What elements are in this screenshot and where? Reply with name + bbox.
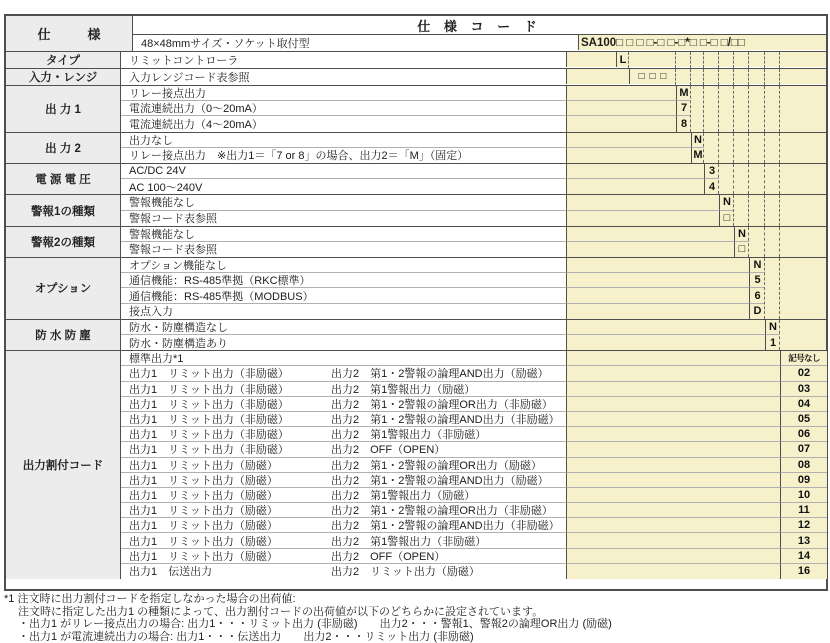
code-leading-cell (567, 195, 719, 210)
code-leading-cell (567, 549, 780, 564)
code-trailing-cell (691, 116, 826, 131)
code-cell: □ (734, 242, 749, 257)
spec-row (121, 564, 826, 579)
description-cell (121, 473, 567, 488)
spec-group (6, 194, 826, 225)
code-leading-cell (567, 335, 765, 350)
dashed-column-line (733, 164, 734, 194)
category-cell: 出力割付コード (6, 351, 121, 579)
spec-row (121, 366, 826, 381)
description-cell: 電流連続出力（4～20mA） (121, 116, 567, 131)
dashed-column-line (703, 86, 704, 132)
dashed-column-line (779, 320, 780, 350)
spec-row (121, 227, 826, 242)
dashed-column-line (748, 195, 749, 225)
dashed-column-line (779, 52, 780, 68)
spec-row (121, 458, 826, 473)
description-cell (121, 366, 567, 381)
code-leading-cell (567, 211, 719, 226)
description-cell (121, 427, 567, 442)
spec-row (121, 148, 826, 163)
description-cell: AC 100～240V (121, 179, 567, 194)
code-trailing-cell (719, 179, 826, 194)
description-cell (121, 488, 567, 503)
code-leading-cell (567, 179, 704, 194)
category-cell: 防 水 防 塵 (6, 320, 121, 350)
dashed-column-line (748, 133, 749, 163)
spec-row (121, 397, 826, 412)
output1-description: 出力1 伝送出力 (129, 566, 213, 579)
code-leading-cell (567, 86, 676, 101)
dashed-column-line (764, 52, 765, 68)
description-cell: リレー接点出力 (121, 86, 567, 101)
spec-row (121, 101, 826, 116)
spec-group (6, 257, 826, 319)
spec-row (121, 412, 826, 427)
dashed-column-line (764, 164, 765, 194)
code-cell: N (719, 195, 734, 210)
description-cell (121, 458, 567, 473)
spec-row (121, 503, 826, 518)
dashed-column-line (675, 52, 676, 68)
spec-row (121, 382, 826, 397)
code-leading-cell (567, 366, 780, 381)
footnote-line: ・出力1 が電流連続出力の場合: 出力1・・・伝送出力 出力2・・・リミット出力 (非励磁) (18, 630, 474, 643)
code-trailing-cell (704, 133, 826, 148)
code-leading-cell (567, 148, 691, 163)
footnote-line: *1 注文時に出力割付コードを指定しなかった場合の出荷値: (4, 593, 296, 605)
code-trailing-cell (629, 52, 826, 67)
code-trailing-cell (749, 242, 826, 257)
code-cell: 07 (780, 442, 827, 457)
description-cell: 警報コード表参照 (121, 242, 567, 257)
code-cell: 02 (780, 366, 827, 381)
output1-description: 出力1 リミット出力（非励磁） (129, 429, 289, 442)
dashed-column-line (718, 52, 719, 68)
dashed-column-line (733, 195, 734, 225)
code-trailing-cell (691, 86, 826, 101)
output2-description: 出力2 リミット出力（励磁） (331, 566, 480, 579)
description-cell (121, 442, 567, 457)
dashed-column-line (764, 195, 765, 225)
dashed-column-line (733, 86, 734, 132)
spec-row (121, 179, 826, 194)
code-leading-cell (567, 101, 676, 116)
code-cell: L (616, 52, 629, 67)
group-rows (121, 52, 826, 68)
output1-description: 出力1 リミット出力（非励磁） (129, 398, 289, 411)
code-cell: N (749, 258, 765, 273)
dashed-column-line (690, 69, 691, 85)
output2-description: 出力2 第1・2警報の論理AND出力（励磁） (331, 368, 549, 381)
spec-row (121, 288, 826, 303)
group-rows (121, 195, 826, 225)
code-cell: 記号なし (780, 351, 827, 366)
code-trailing-cell (765, 288, 826, 303)
footnote-block (4, 593, 612, 643)
code-cell: 6 (749, 288, 765, 303)
category-cell: 電 源 電 圧 (6, 164, 121, 194)
footnote-line: ・出力1 がリレー接点出力の場合: 出力1・・・リミット出力 (非励磁) 出力2・・・警報1、警報2の論理OR出力 (励磁) (18, 618, 612, 631)
category-cell: オプション (6, 258, 121, 319)
code-leading-cell (567, 503, 780, 518)
code-trailing-cell (691, 101, 826, 116)
spec-row (121, 518, 826, 533)
output1-description: 出力1 リミット出力（非励磁） (129, 444, 289, 457)
code-leading-cell (567, 227, 734, 242)
dashed-column-line (764, 258, 765, 319)
output2-description: 出力2 OFF（OPEN） (331, 550, 446, 563)
dashed-column-line (718, 133, 719, 163)
dashed-column-line (764, 69, 765, 85)
description-cell: オプション機能なし (121, 258, 567, 273)
code-cell: 5 (749, 273, 765, 288)
output2-description: 出力2 第1警報出力（励磁） (331, 383, 476, 396)
description-cell: 出力なし (121, 133, 567, 148)
spec-row (121, 69, 826, 84)
code-cell: M (676, 86, 691, 101)
spec-row (121, 549, 826, 564)
spec-row (121, 211, 826, 226)
spec-row (121, 320, 826, 335)
code-cell: 11 (780, 503, 827, 518)
code-leading-cell (567, 116, 676, 131)
category-cell: タイプ (6, 52, 121, 68)
code-cell: 14 (780, 549, 827, 564)
group-rows (121, 86, 826, 132)
output1-description: 出力1 リミット出力（非励磁） (129, 368, 289, 381)
description-cell: 警報コード表参照 (121, 211, 567, 226)
code-trailing-cell (749, 227, 826, 242)
code-leading-cell (567, 533, 780, 548)
output1-description: 出力1 リミット出力（励磁） (129, 459, 278, 472)
code-leading-cell (567, 273, 749, 288)
description-cell: 入力レンジコード表参照 (121, 69, 567, 84)
spec-row (121, 133, 826, 148)
output1-description: 出力1 リミット出力（励磁） (129, 520, 278, 533)
dashed-column-line (718, 69, 719, 85)
spec-group (6, 132, 826, 163)
code-cell: 12 (780, 518, 827, 533)
group-rows (121, 164, 826, 194)
spec-row (121, 52, 826, 67)
code-cell: D (749, 304, 765, 319)
dashed-column-line (733, 69, 734, 85)
spec-code-table (4, 14, 828, 591)
description-cell: 警報機能なし (121, 227, 567, 242)
description-cell: AC/DC 24V (121, 164, 567, 179)
dashed-column-line (690, 86, 691, 132)
description-cell (121, 397, 567, 412)
spec-row (121, 427, 826, 442)
spec-header-label: 仕 様 (6, 16, 133, 51)
output1-description: 出力1 リミット出力（励磁） (129, 489, 278, 502)
spec-row (121, 273, 826, 288)
code-cell: 13 (780, 533, 827, 548)
output2-description: 出力2 第1警報出力（非励磁） (331, 429, 487, 442)
description-cell (121, 382, 567, 397)
category-cell: 出 力 2 (6, 133, 121, 163)
description-cell (121, 503, 567, 518)
dashed-column-line (779, 69, 780, 85)
description-cell: リレー接点出力 ※出力1＝「7 or 8」の場合、出力2＝「M」（固定） (121, 148, 567, 163)
code-cell: N (765, 320, 780, 335)
dashed-column-line (718, 86, 719, 132)
code-leading-cell (567, 442, 780, 457)
description-cell (121, 518, 567, 533)
dashed-column-line (718, 164, 719, 194)
code-leading-cell (567, 412, 780, 427)
dashed-column-line (779, 227, 780, 257)
header-rows (133, 16, 826, 51)
spec-row (121, 335, 826, 350)
output1-description: 出力1 リミット出力（非励磁） (129, 383, 289, 396)
output2-description: 出力2 第1・2警報の論理AND出力（励磁） (331, 474, 549, 487)
code-cell: 10 (780, 488, 827, 503)
description-cell (121, 549, 567, 564)
dashed-column-line (748, 52, 749, 68)
code-cell: N (734, 227, 749, 242)
code-leading-cell (567, 427, 780, 442)
spec-row (121, 116, 826, 131)
description-cell (121, 533, 567, 548)
code-leading-cell (567, 288, 749, 303)
spec-row (121, 304, 826, 319)
code-leading-cell (567, 518, 780, 533)
code-leading-cell (567, 242, 734, 257)
dashed-column-line (764, 86, 765, 132)
code-cell: □ □ □ (629, 69, 676, 84)
description-cell: 標準出力*1 (121, 351, 567, 366)
code-trailing-cell (704, 148, 826, 163)
dashed-column-line (764, 227, 765, 257)
dashed-column-line (748, 86, 749, 132)
spec-row (121, 86, 826, 101)
footnote-line: 注文時に指定した出力1 の種類によって、出力割付コードの出荷値が以下のどちらかに設定されています。 (18, 605, 544, 618)
group-rows (121, 258, 826, 319)
dashed-column-line (690, 52, 691, 68)
spec-row (121, 442, 826, 457)
dashed-column-line (703, 52, 704, 68)
dashed-column-line (733, 52, 734, 68)
code-trailing-cell (676, 69, 826, 84)
spec-group (6, 68, 826, 85)
spec-group (6, 319, 826, 350)
header-group (6, 16, 826, 51)
group-rows (121, 320, 826, 350)
output2-description: 出力2 第1・2警報の論理OR出力（励磁） (331, 459, 542, 472)
model-code-cell: SA100□ □ □ □-□ □-□*□ □-□ □/□□ (579, 35, 826, 50)
code-trailing-cell (780, 320, 826, 335)
description-cell: 通信機能：RS-485準拠（MODBUS） (121, 288, 567, 303)
description-cell (121, 564, 567, 579)
code-cell: □ (719, 211, 734, 226)
category-cell: 入力・レンジ (6, 69, 121, 85)
output2-description: 出力2 第1・2警報の論理OR出力（非励磁） (331, 398, 553, 411)
code-leading-cell (567, 164, 704, 179)
code-cell: 08 (780, 458, 827, 473)
code-trailing-cell (719, 164, 826, 179)
description-cell: 防水・防塵構造あり (121, 335, 567, 350)
code-leading-cell (567, 473, 780, 488)
spec-row (121, 242, 826, 257)
group-rows (121, 351, 826, 579)
code-leading-cell (567, 458, 780, 473)
code-cell: 8 (676, 116, 691, 131)
output2-description: 出力2 第1警報出力（励磁） (331, 489, 476, 502)
output1-description: 出力1 リミット出力（励磁） (129, 535, 278, 548)
dashed-column-line (764, 133, 765, 163)
description-cell: 防水・防塵構造なし (121, 320, 567, 335)
spec-row (121, 488, 826, 503)
code-cell: 05 (780, 412, 827, 427)
category-cell: 出 力 1 (6, 86, 121, 132)
output2-description: 出力2 第1・2警報の論理AND出力（非励磁） (331, 520, 560, 533)
header-size-row (133, 35, 826, 50)
code-trailing-cell (765, 273, 826, 288)
output1-description: 出力1 リミット出力（励磁） (129, 505, 278, 518)
category-cell: 警報2の種類 (6, 227, 121, 257)
output1-description: 出力1 リミット出力（励磁） (129, 474, 278, 487)
code-cell: 1 (765, 335, 780, 350)
code-cell: 09 (780, 473, 827, 488)
spec-group (6, 163, 826, 194)
code-leading-cell (567, 304, 749, 319)
spec-row (121, 473, 826, 488)
group-rows (121, 69, 826, 85)
spec-row (121, 258, 826, 273)
dashed-column-line (675, 69, 676, 85)
spec-row (121, 533, 826, 548)
description-cell: 警報機能なし (121, 195, 567, 210)
dashed-column-line (628, 52, 629, 68)
code-cell: 3 (704, 164, 719, 179)
code-leading-cell (567, 351, 780, 366)
spec-row (121, 164, 826, 179)
code-leading-cell (567, 133, 691, 148)
code-leading-cell (567, 52, 616, 67)
code-cell: 7 (676, 101, 691, 116)
code-cell: 03 (780, 382, 827, 397)
code-leading-cell (567, 320, 765, 335)
spec-group (6, 226, 826, 257)
output1-description: 出力1 リミット出力（非励磁） (129, 414, 289, 427)
dashed-column-line (733, 133, 734, 163)
spec-row (121, 195, 826, 210)
spec-code-title: 仕 様 コ ー ド (133, 16, 826, 35)
dashed-column-line (748, 69, 749, 85)
dashed-column-line (779, 258, 780, 319)
code-cell: N (691, 133, 704, 148)
spec-row (121, 351, 826, 366)
output2-description: 出力2 第1・2警報の論理AND出力（非励磁） (331, 414, 560, 427)
category-cell: 警報1の種類 (6, 195, 121, 225)
dashed-column-line (779, 133, 780, 163)
code-leading-cell (567, 382, 780, 397)
dashed-column-line (748, 227, 749, 257)
dashed-column-line (748, 164, 749, 194)
output2-description: 出力2 第1・2警報の論理OR出力（非励磁） (331, 505, 553, 518)
description-cell: 通信機能：RS-485準拠（RKC標準） (121, 273, 567, 288)
size-description-cell: 48×48mmサイズ・ソケット取付型 (133, 35, 579, 50)
code-leading-cell (567, 564, 780, 579)
code-leading-cell (567, 397, 780, 412)
code-cell: 16 (780, 564, 827, 579)
dashed-column-line (703, 69, 704, 85)
code-cell: M (691, 148, 704, 163)
output2-description: 出力2 第1警報出力（非励磁） (331, 535, 487, 548)
description-cell: 電流連続出力（0～20mA） (121, 101, 567, 116)
code-trailing-cell (765, 258, 826, 273)
group-rows (121, 133, 826, 163)
code-cell: 4 (704, 179, 719, 194)
spec-group (6, 51, 826, 68)
code-cell: 04 (780, 397, 827, 412)
code-trailing-cell (780, 335, 826, 350)
description-cell: 接点入力 (121, 304, 567, 319)
description-cell (121, 412, 567, 427)
output2-description: 出力2 OFF（OPEN） (331, 444, 446, 457)
dashed-column-line (703, 133, 704, 163)
code-leading-cell (567, 69, 629, 84)
output1-description: 出力1 リミット出力（励磁） (129, 550, 278, 563)
code-leading-cell (567, 488, 780, 503)
spec-group (6, 85, 826, 132)
code-cell: 06 (780, 427, 827, 442)
dashed-column-line (779, 86, 780, 132)
group-rows (121, 227, 826, 257)
dashed-column-line (779, 195, 780, 225)
spec-group (6, 350, 826, 579)
dashed-column-line (779, 164, 780, 194)
description-cell: リミットコントローラ (121, 52, 567, 67)
code-leading-cell (567, 258, 749, 273)
code-trailing-cell (765, 304, 826, 319)
